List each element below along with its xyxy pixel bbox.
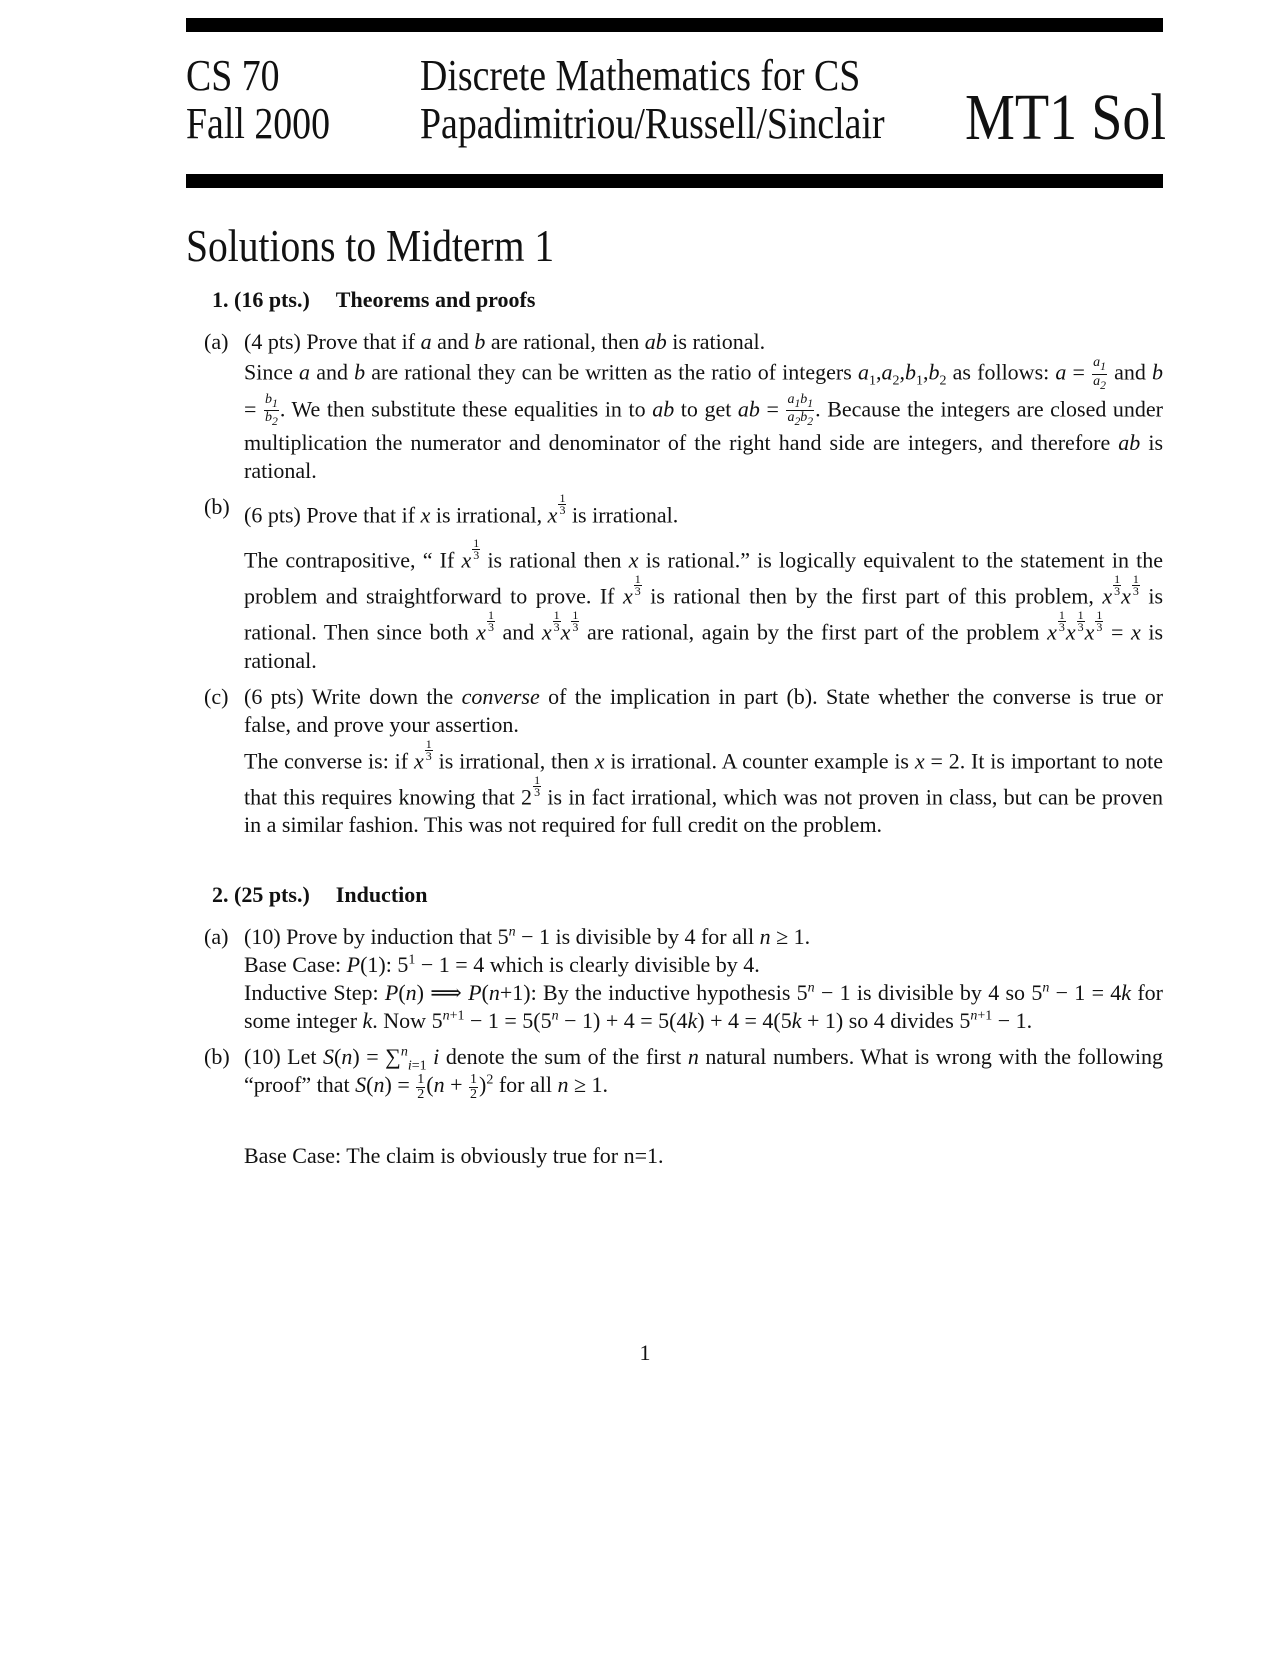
page-number: 1 [639,1340,651,1365]
header-top-rule [186,18,1163,32]
document-id: MT1 Sol [965,81,1167,154]
base-case-text: Base Case: The claim is obviously true for n=1. [244,1142,664,1168]
part-label: (b) [204,1044,230,1070]
course-code: CS 70 [186,51,280,100]
part-label: (a) [204,329,229,354]
solution-text: Since a and b are rational they can be written as the ratio of integers $a_1,a_2,b_1,b_2$ as follows: a = $\frac{a_1}{a_2}$ and b = $\frac{b_1}{b_2}$ . We then substitute these equalities in to ab to get ab = $\frac{a_1b_1}{a_2b_2}$ . Because the integers are closed under multiplication the numerator and denominator of the right hand side are integers, and therefore ab is rational. [244,355,1164,484]
part-label: (a) [204,924,229,950]
document-body [204,286,1164,1170]
question-text: (4 pts) Prove that if a and b are rational, then ab is rational. [244,329,766,354]
part-label: (c) [204,683,229,709]
solution-text: The converse is: if x $\frac{1}{3}$ is irrational, then x is irrational. A counter example is x = 2. It is important to note that this requires knowing that 2 $\frac{1}{3}$ is in fact irrational, which was not proven in class, but can be proven in a similar fashion. This was not required for full credit on the problem. [244,736,1164,838]
problem-1a [162,328,1163,485]
problem-2-title: Induction [335,882,428,908]
base-case-text: Base Case: P(1): $5^1 - 1 = 4$ which is clearly divisible by 4. [244,952,760,978]
inductive-step-text: Inductive Step: P(n) ⟹ P(n+1): By the inductive hypothesis $5^n - 1$ is divisible by 4 so $5^n - 1 = 4k$ for some integer k. Now $5^{n+1} - 1 = 5(5^n - 1) + 4 = 5(4k) + 4 = 4(5k + 1)$ so 4 divides $5^{n+1} - 1$. [244,980,1163,1034]
question-text: (10) Prove by induction that $5^n - 1$ is divisible by 4 for all n ≥ 1. [244,924,811,950]
problem-1b [162,493,1163,674]
page-title: Solutions to Midterm 1 [186,220,555,271]
problem-1-heading [212,286,1163,314]
header-bottom-rule [186,174,1163,188]
problem-1-title: Theorems and proofs [335,287,536,312]
problem-1-number: 1. (16 pts.) [212,287,310,312]
problem-2-heading [212,881,1163,909]
question-text: (6 pts) Write down the converse of the implication in part (b). State whether the converse is true or false, and prove your assertion. [244,683,1164,737]
solution-text: The contrapositive, “ If x $\frac{1}{3}$ is rational then x is rational.” is logically equivalent to the statement in the problem and straightforward to prove. If x $\frac{1}{3}$ is rational then by the first part of this problem, x $\frac{1}{3}$ x $\frac{1}{3}$ is rational. Then since both x $\frac{1}{3}$ and x $\frac{1}{3}$ x $\frac{1}{3}$ are rational, again by the first part of the problem x $\frac{1}{3}$ x $\frac{1}{3}$ x $\frac{1}{3}$ = x is rational. [244,535,1164,673]
problem-2a [162,923,1163,1035]
course-title: Discrete Mathematics for CS [420,51,861,100]
question-text: (10) Let S(n) = ∑$^n_{i=1}$ i denote the sum of the first n natural numbers. What is wrong with the following “proof” that S(n) = $\frac{1}{2}$ (n + $\frac{1}{2}$ )$^2$ for all n ≥ 1. [244,1044,1164,1102]
course-term: Fall 2000 [186,99,331,148]
part-label: (b) [204,494,230,520]
question-text: (6 pts) Prove that if x is irrational, x $\frac{1}{3}$ is irrational. [244,491,679,528]
problem-1c [162,683,1163,840]
problem-2b [162,1043,1163,1169]
course-staff: Papadimitriou/Russell/Sinclair [420,99,885,148]
problem-2-number: 2. (25 pts.) [212,882,310,908]
